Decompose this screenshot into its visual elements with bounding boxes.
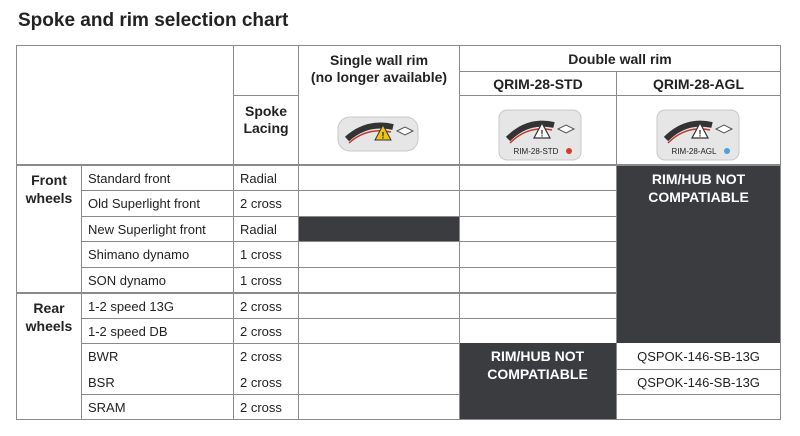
hub-name-cell: Standard front bbox=[88, 170, 171, 186]
lacing-cell: Radial bbox=[240, 170, 277, 186]
selection-chart-table bbox=[16, 45, 781, 420]
front-wheels-group-label: Front wheels bbox=[25, 172, 73, 206]
agl-spoke-part-cell: QSPOK-146-SB-13G bbox=[637, 349, 760, 364]
agl-incompatible-text: RIM/HUB NOT COMPATIABLE bbox=[648, 171, 749, 205]
single-wall-rim-warning-icon bbox=[337, 115, 421, 153]
std-rim-header: QRIM-28-STD bbox=[493, 76, 583, 92]
lacing-cell: 2 cross bbox=[240, 399, 282, 415]
svg-text:!: ! bbox=[381, 130, 385, 141]
svg-text:!: ! bbox=[540, 128, 544, 139]
lacing-cell: 2 cross bbox=[240, 374, 282, 390]
agl-spoke-part-cell: QSPOK-146-SB-13G bbox=[637, 374, 760, 390]
hub-name-cell: Shimano dynamo bbox=[88, 247, 190, 262]
lacing-cell: Radial bbox=[240, 221, 277, 237]
agl-rim-header: QRIM-28-AGL bbox=[653, 76, 744, 92]
std-rim-warning-icon bbox=[498, 109, 582, 161]
lacing-cell: 2 cross bbox=[240, 349, 282, 364]
svg-text:!: ! bbox=[698, 128, 702, 139]
hub-name-cell: BSR bbox=[88, 374, 115, 390]
single-wall-header: Single wall rim (no longer available) bbox=[310, 52, 448, 85]
std-incompatible-text: RIM/HUB NOT COMPATIABLE bbox=[487, 348, 588, 382]
lacing-cell: 2 cross bbox=[240, 298, 282, 314]
std-badge-label: RIM-28-STD bbox=[513, 147, 559, 156]
hub-name-cell: 1-2 speed 13G bbox=[88, 298, 175, 314]
hub-name-cell: SON dynamo bbox=[88, 272, 167, 288]
agl-badge-label: RIM-28-AGL bbox=[671, 147, 717, 156]
lacing-cell: 2 cross bbox=[240, 323, 282, 339]
lacing-cell: 2 cross bbox=[240, 196, 282, 211]
spoke-lacing-header: Spoke Lacing bbox=[243, 103, 289, 136]
std-color-dot bbox=[566, 148, 572, 154]
hub-name-cell: New Superlight front bbox=[88, 221, 206, 237]
lacing-cell: 1 cross bbox=[240, 247, 282, 262]
lacing-cell: 1 cross bbox=[240, 272, 282, 288]
agl-rim-warning-icon bbox=[656, 109, 740, 161]
single-wall-incompatible-cell bbox=[298, 216, 459, 241]
hub-name-cell: 1-2 speed DB bbox=[88, 323, 168, 339]
double-wall-header: Double wall rim bbox=[568, 51, 672, 67]
agl-color-dot bbox=[724, 148, 730, 154]
hub-name-cell: Old Superlight front bbox=[88, 196, 201, 211]
hub-name-cell: SRAM bbox=[88, 399, 126, 415]
hub-name-cell: BWR bbox=[88, 349, 119, 364]
page-title: Spoke and rim selection chart bbox=[18, 10, 289, 31]
rear-wheels-group-label: Rear wheels bbox=[25, 300, 73, 334]
